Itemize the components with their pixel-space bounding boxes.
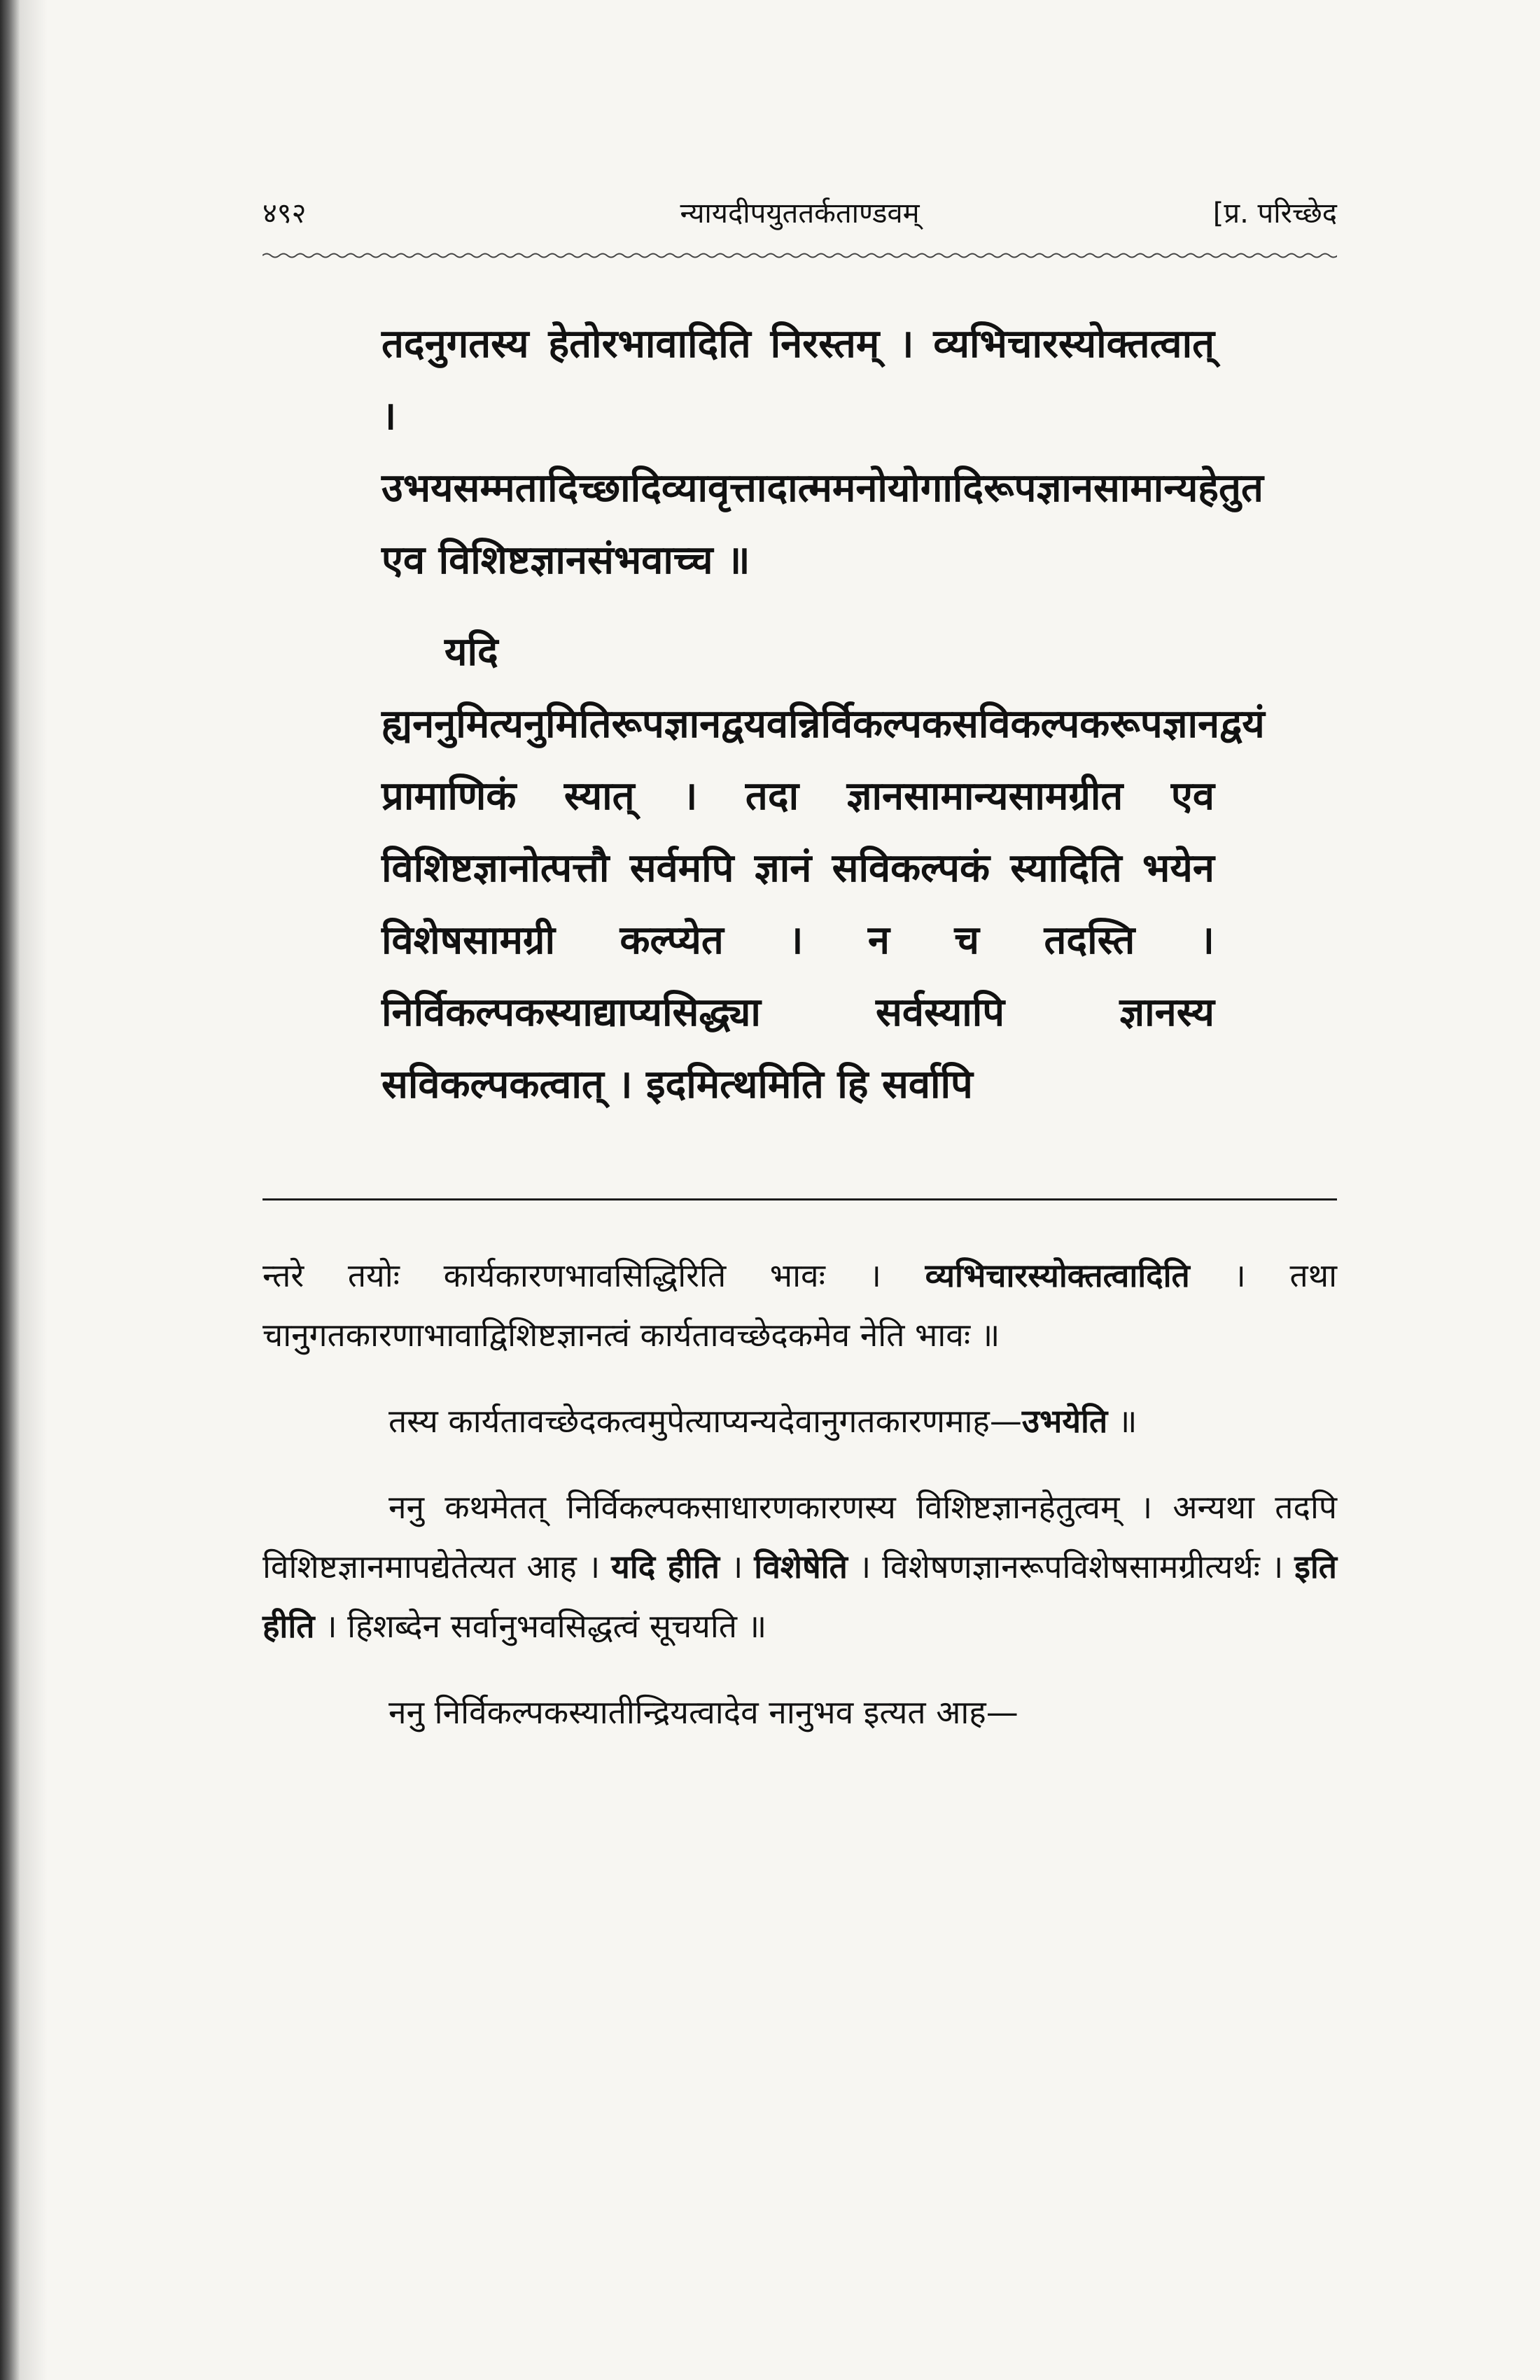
main-paragraph-2: यदि ह्यननुमित्यनुमितिरूपज्ञानद्वयवन्निर्विकल्पकसविकल्पकरूपज्ञानद्वयं प्रामाणिकं स्यात् । तदा ज्ञानसामान्यसामग्रीत एव विशिष्टज्ञानोत्पत्तौ सर्वमपि ज्ञानं सविकल्पकं स्यादिति भयेन विशेषसामग्री कल्प्येत । न च तदस्ति । निर्विकल्पकस्याद्याप्यसिद्ध्या सर्वस्यापि ज्ञानस्य सविकल्पकत्वात् । इदमित्थमिति हि सर्वापि (382, 629, 1265, 1107)
section-label: [प्र. परिच्छेद (1212, 197, 1337, 230)
commentary-paragraph-2 (262, 1392, 1337, 1451)
commentary-text: ॥ (1117, 1402, 1138, 1440)
main-paragraph-1: तदनुगतस्य हेतोरभावादिति निरस्तम् । व्यभिचारस्योक्तत्वात् । उभयसम्मतादिच्छादिव्यावृत्तादात्ममनोयोगादिरूपज्ञानसामान्यहेतुत एव विशिष्टज्ञानसंभवाच्च ॥ (382, 321, 1264, 583)
page-number: ४९२ (262, 197, 307, 230)
commentary (262, 1246, 1337, 1769)
book-spine (0, 0, 20, 2380)
commentary-lemma: विशेषेति (754, 1548, 848, 1586)
footnote-divider (262, 1198, 1337, 1200)
commentary-paragraph-3 (262, 1478, 1337, 1656)
commentary-paragraph-4: ननु निर्विकल्पकस्यातीन्द्रियत्वादेव नानुभव इत्यत आह— (388, 1693, 1018, 1731)
commentary-paragraph-1 (262, 1246, 1337, 1365)
gutter-shadow (20, 0, 48, 2380)
commentary-lemma: उभयेति (1021, 1402, 1108, 1440)
commentary-text: । (730, 1548, 743, 1586)
commentary-lemma: इति हीति (262, 1548, 1337, 1645)
main-text (382, 308, 1265, 1140)
commentary-text: । तथा चानुगतकारणाभावाद्विशिष्टज्ञानत्वं कार्यतावच्छेदकमेव नेति भावः ॥ (262, 1256, 1337, 1354)
running-title: न्यायदीपयुततर्कताण्डवम् (680, 197, 920, 230)
commentary-lemma: यदि हीति (611, 1548, 720, 1586)
commentary-text: । विशेषणज्ञानरूपविशेषसामग्रीत्यर्थः । (858, 1548, 1284, 1586)
commentary-text: तस्य कार्यतावच्छेदकत्वमुपेत्याप्यन्यदेवानुगतकारणमाह— (388, 1402, 1022, 1440)
commentary-text: । हिशब्देन सर्वानुभवसिद्धत्वं सूचयति ॥ (325, 1607, 767, 1645)
commentary-text: न्तरे तयोः कार्यकारणभावसिद्धिरिति भावः । (262, 1256, 881, 1294)
commentary-text: ननु कथमेतत् निर्विकल्पकसाधारणकारणस्य विशिष्टज्ञानहेतुत्वम् । अन्यथा तदपि विशिष्टज्ञानमापद्येतेत्यत आह । (262, 1488, 1337, 1586)
page-header (262, 186, 1337, 234)
header-wavy-rule (262, 251, 1337, 260)
commentary-lemma: व्यभिचारस्योक्तत्वादिति (925, 1256, 1190, 1294)
